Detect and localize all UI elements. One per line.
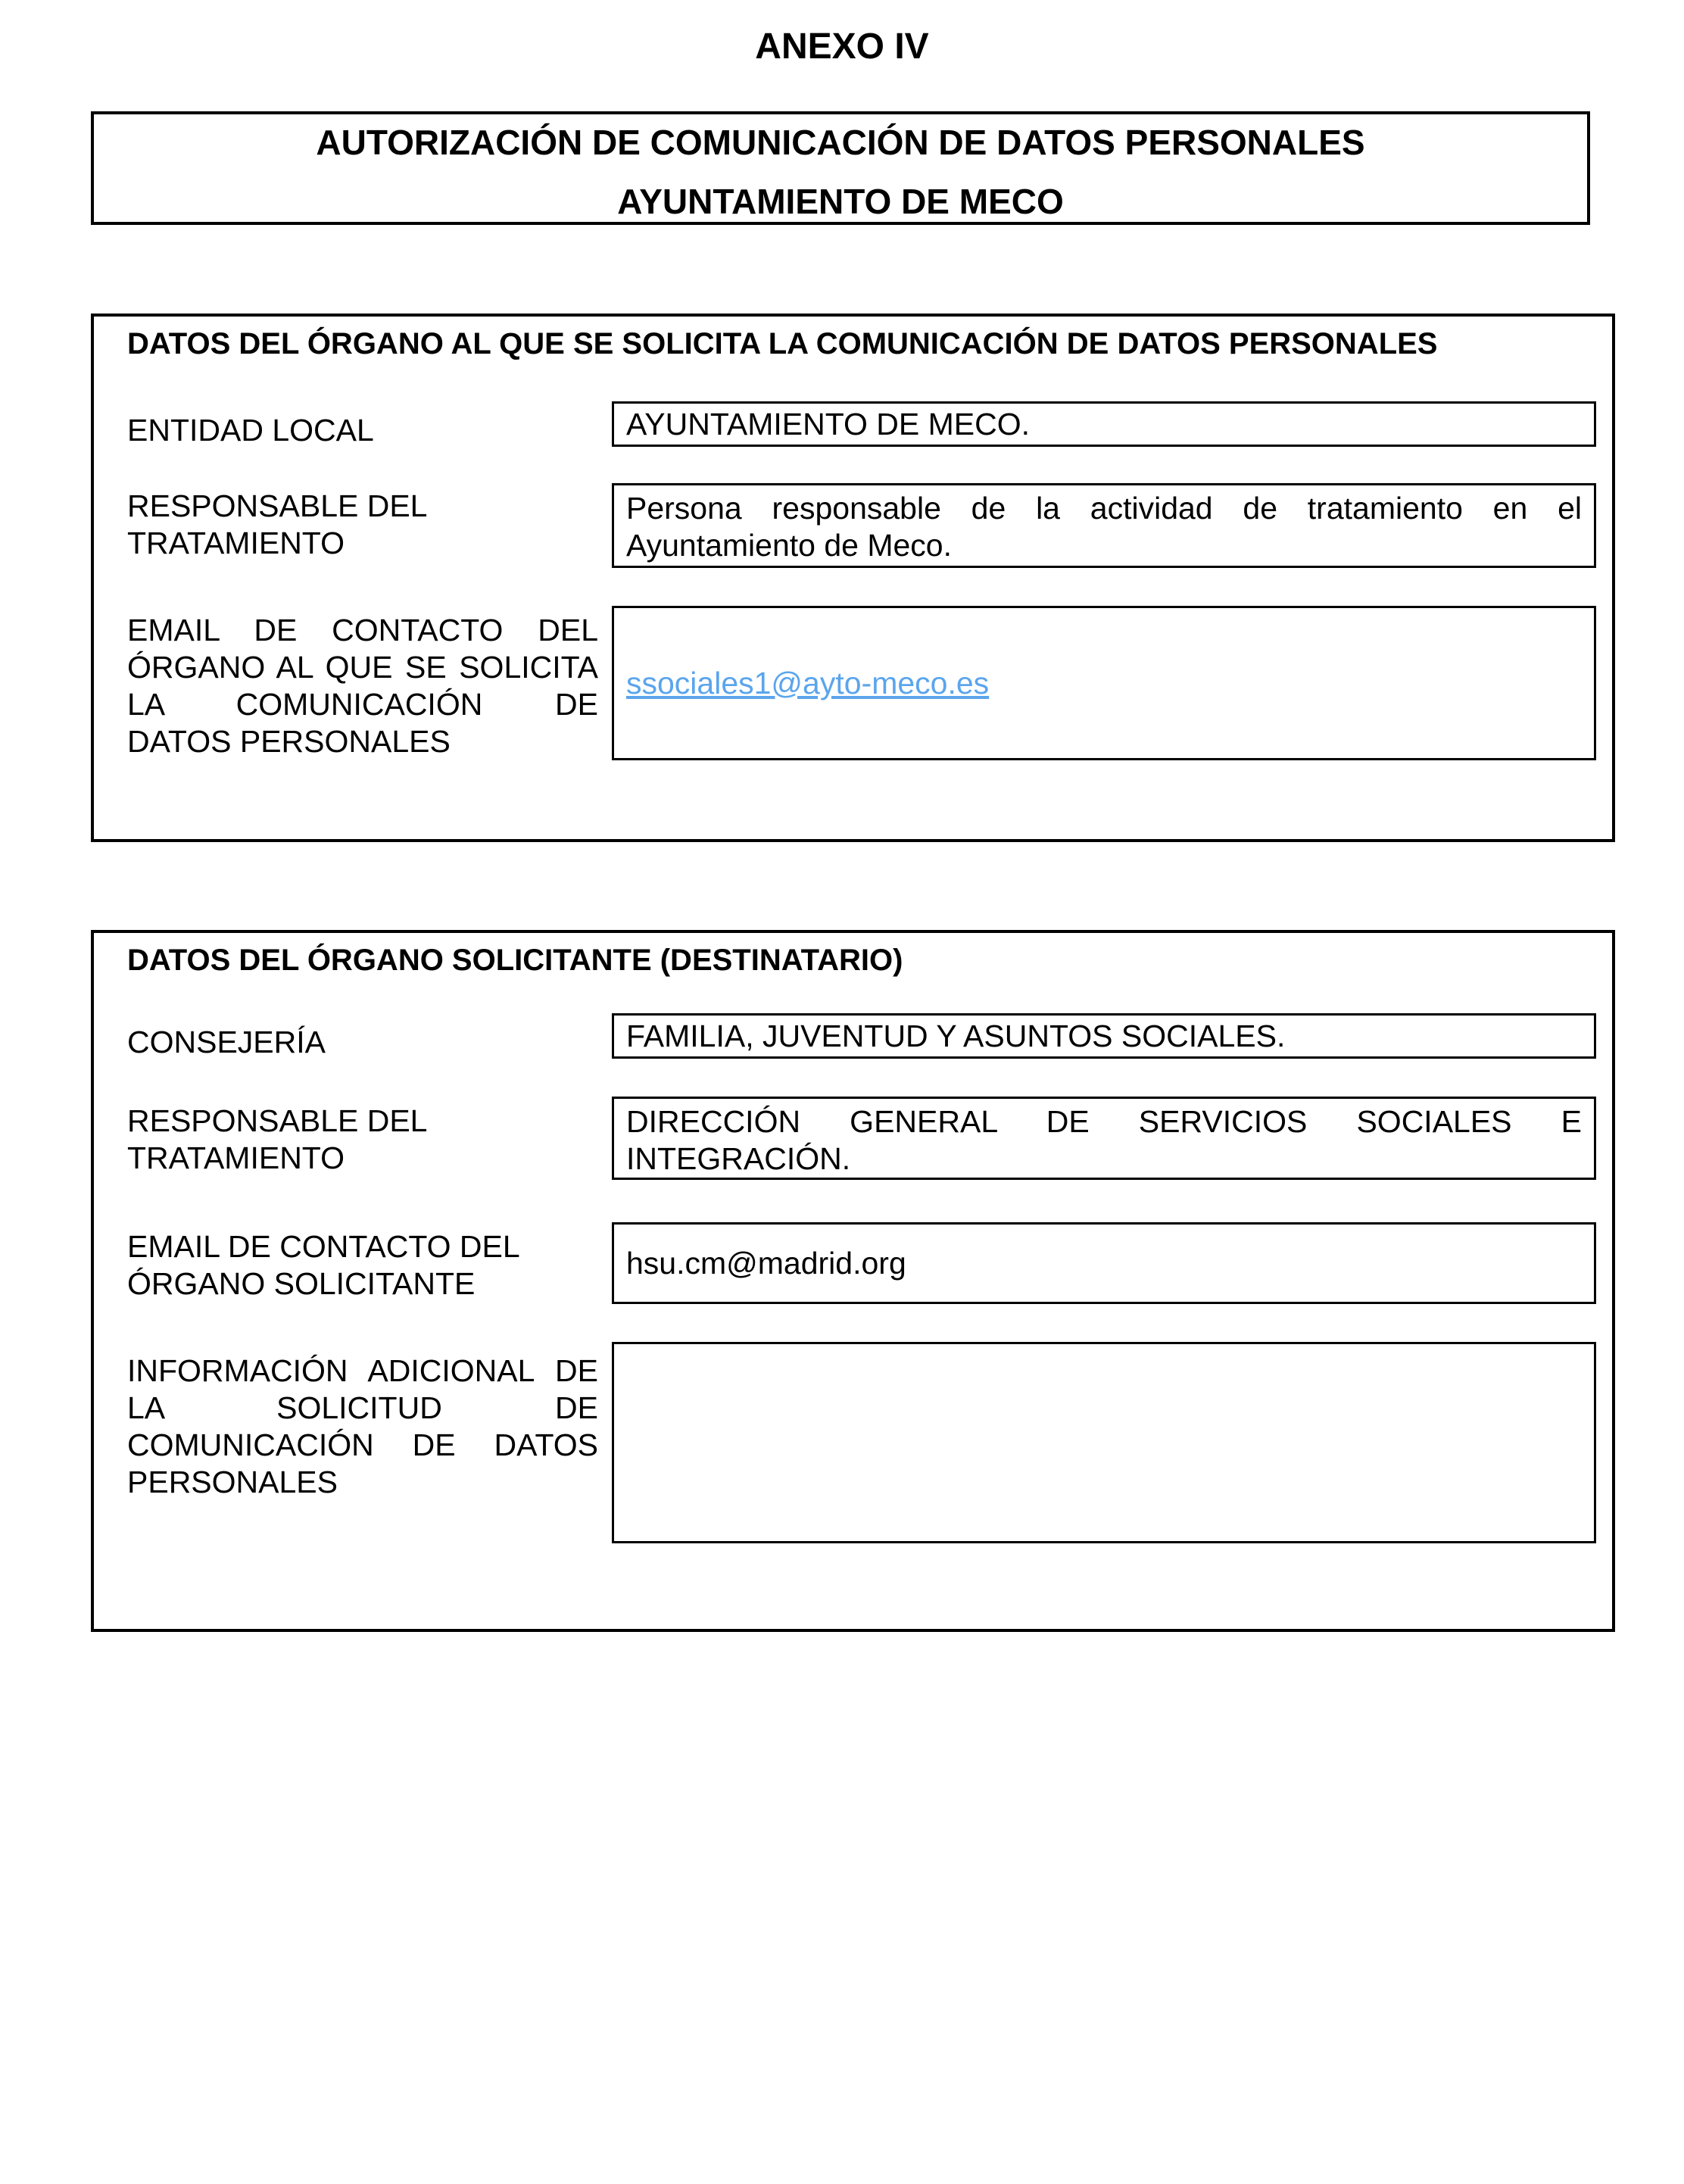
entidad-local-label: ENTIDAD LOCAL <box>127 413 374 448</box>
annex-title: ANEXO IV <box>755 27 929 67</box>
section-datos-organo-solicitante <box>91 930 1615 1632</box>
section2-header: DATOS DEL ÓRGANO SOLICITANTE (DESTINATARIO) <box>127 944 903 977</box>
document-heading-box <box>91 111 1590 225</box>
consejeria-value: FAMILIA, JUVENTUD Y ASUNTOS SOCIALES. <box>626 1018 1286 1053</box>
email-label-line: LA COMUNICACIÓN DE <box>127 687 598 722</box>
entidad-local-value: AYUNTAMIENTO DE MECO. <box>626 406 1031 441</box>
consejeria-field <box>612 1013 1596 1059</box>
responsable-solicitante-field: DIRECCIÓN GENERAL DE SERVICIOS SOCIALES E INTEGRACIÓN. <box>612 1097 1596 1180</box>
email-solicitante-label: EMAIL DE CONTACTO DEL ÓRGANO SOLICITANTE <box>127 1229 519 1301</box>
email-organo-solicitado-field <box>612 606 1596 760</box>
section-datos-organo-solicitado <box>91 314 1615 842</box>
responsable-tratamiento-field: Persona responsable de la actividad de tratamiento en el Ayuntamiento de Meco. <box>612 483 1596 568</box>
email-organo-solicitado-label <box>127 612 598 760</box>
email-label-line: DATOS PERSONALES <box>127 724 451 759</box>
entidad-local-field <box>612 401 1596 447</box>
consejeria-label: CONSEJERÍA <box>127 1025 326 1059</box>
document-heading-line1: AUTORIZACIÓN DE COMUNICACIÓN DE DATOS PERSONALES <box>316 123 1365 162</box>
section1-header: DATOS DEL ÓRGANO AL QUE SE SOLICITA LA COMUNICACIÓN DE DATOS PERSONALES <box>127 327 1438 360</box>
email-link[interactable]: ssociales1@ayto-meco.es <box>626 665 990 700</box>
informacion-adicional-label: INFORMACIÓN ADICIONAL DE LA SOLICITUD DE COMUNICACIÓN DE DATOS PERSONALES <box>127 1353 598 1499</box>
responsable-solicitante-label: RESPONSABLE DEL TRATAMIENTO <box>127 1103 426 1175</box>
informacion-adicional-field[interactable] <box>612 1342 1596 1543</box>
email-solicitante-value: hsu.cm@madrid.org <box>626 1245 906 1281</box>
responsable-tratamiento-label: RESPONSABLE DEL TRATAMIENTO <box>127 488 426 560</box>
email-solicitante-field <box>612 1222 1596 1304</box>
email-label-line: ÓRGANO AL QUE SE SOLICITA <box>127 650 598 685</box>
email-label-line: EMAIL DE CONTACTO DEL <box>127 613 598 647</box>
document-heading-line2: AYUNTAMIENTO DE MECO <box>617 182 1064 221</box>
